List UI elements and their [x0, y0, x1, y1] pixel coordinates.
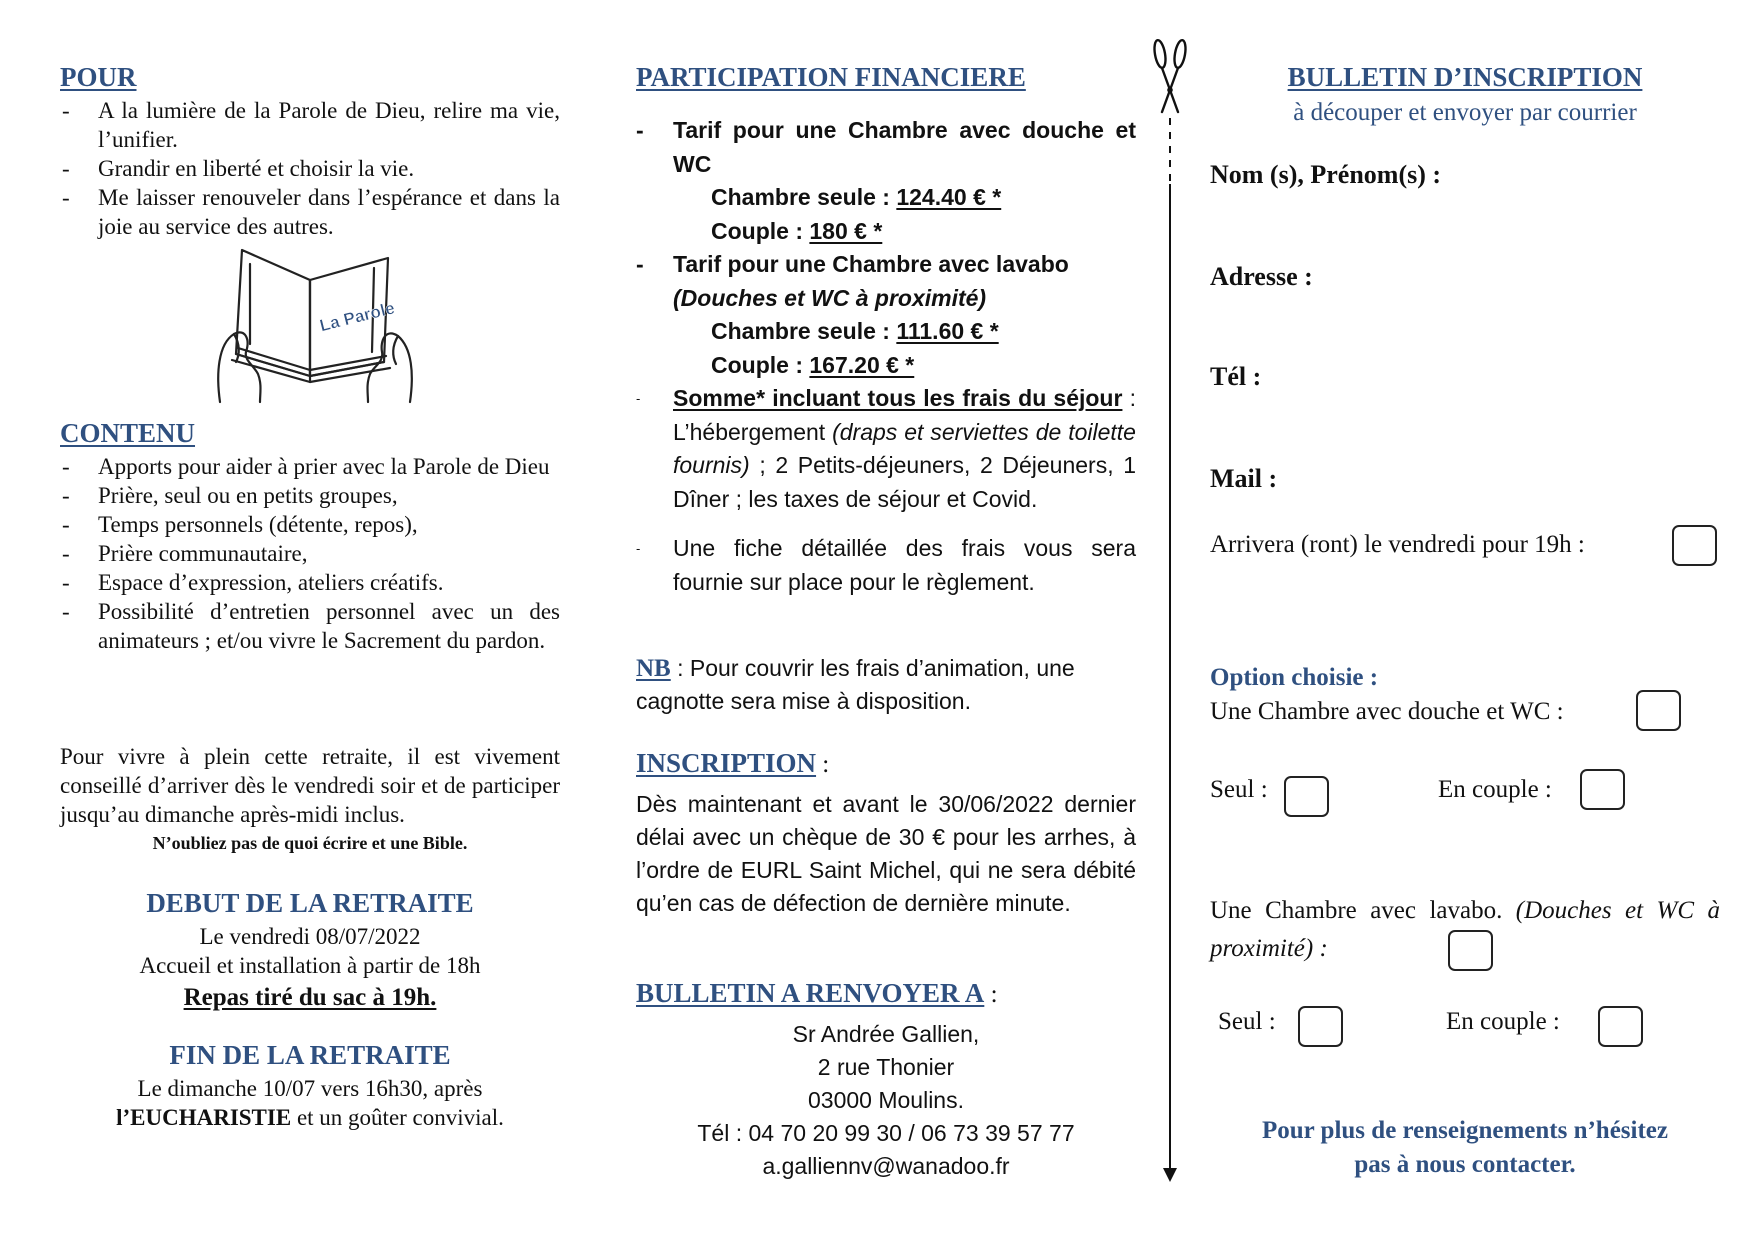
somme-text1: : L’hébergement	[673, 385, 1136, 445]
phone-field[interactable]: Tél :	[1210, 362, 1262, 391]
debut-welcome: Accueil et installation à partir de 18h	[139, 953, 481, 978]
shower-seul-checkbox[interactable]	[1284, 776, 1329, 817]
option-sink-checkbox[interactable]	[1448, 930, 1493, 971]
couple-price: 167.20 € *	[809, 351, 915, 378]
fin-line1: Le dimanche 10/07 vers 16h30, après	[137, 1076, 483, 1101]
option-heading: Option choisie :	[1210, 664, 1379, 691]
fin-eucharistie: l’EUCHARISTIE	[116, 1105, 292, 1130]
list-item: - Prière communautaire,	[60, 539, 560, 568]
financial-heading: PARTICIPATION FINANCIERE	[636, 62, 1026, 92]
address-field[interactable]: Adresse :	[1210, 262, 1313, 291]
book-label: La Parole	[317, 298, 397, 336]
debut-date: Le vendredi 08/07/2022	[199, 924, 421, 949]
contenu-list	[60, 452, 560, 655]
list-item: - Prière, seul ou en petits groupes,	[60, 481, 560, 510]
somme-item	[636, 382, 1136, 516]
fin-heading: FIN DE LA RETRAITE	[169, 1040, 451, 1070]
address-street: 2 rue Thonier	[817, 1054, 955, 1080]
sink-seul-label: Seul :	[1218, 1008, 1276, 1035]
sink-couple-label: En couple :	[1446, 1008, 1560, 1035]
debut-meal-text: Repas tiré du sac à 19h.	[183, 984, 437, 1011]
tarif-sink-single	[673, 315, 1136, 349]
address-city: 03000 Moulins.	[808, 1087, 964, 1113]
reminder-text: N’oubliez pas de quoi écrire et une Bible.	[152, 833, 468, 853]
list-item: - Grandir en liberté et choisir la vie.	[60, 154, 560, 183]
couple-price: 180 € *	[809, 217, 883, 244]
contenu-heading: CONTENU	[60, 418, 196, 448]
fiche-item: - Une fiche détaillée des frais vous sera fournie sur place pour le règlement.	[636, 532, 1136, 599]
advice-paragraph: Pour vivre à plein cette retraite, il est vivement conseillé d’arriver dès le vendredi soir et de participer jusqu’au dimanche après-midi inclus.	[60, 744, 560, 827]
somme-italic: (draps et serviettes de toilette fournis)	[673, 418, 1136, 478]
shower-couple-checkbox[interactable]	[1580, 769, 1625, 810]
sink-couple-checkbox[interactable]	[1598, 1006, 1643, 1047]
list-item: - Possibilité d’entretien personnel avec un des animateurs ; et/ou vivre le Sacrement du pardon.	[60, 597, 560, 655]
fin-line2-rest: et un goûter convivial.	[291, 1105, 504, 1130]
arrival-checkbox[interactable]	[1672, 525, 1717, 566]
form-heading: BULLETIN D’INSCRIPTION	[1287, 62, 1643, 92]
debut-heading: DEBUT DE LA RETRAITE	[146, 888, 474, 918]
nb-text: : Pour couvrir les frais d’animation, une cagnotte sera mise à disposition.	[636, 655, 1075, 714]
nb-paragraph	[636, 652, 1136, 718]
form-heading-row	[1210, 62, 1720, 93]
name-field[interactable]: Nom (s), Prénom(s) :	[1210, 160, 1442, 189]
renvoyer-heading: BULLETIN A RENVOYER A	[636, 978, 985, 1008]
couple-label: Couple :	[711, 351, 810, 378]
tarif-sink-title: Tarif pour une Chambre avec lavabo	[673, 251, 1069, 277]
list-item: - Me laisser renouveler dans l’espérance et dans la joie au service des autres.	[60, 183, 560, 241]
couple-label: Couple :	[711, 217, 810, 244]
arrival-label: Arrivera (ront) le vendredi pour 19h :	[1210, 531, 1585, 558]
shower-seul-label: Seul :	[1210, 776, 1268, 803]
renvoyer-colon: :	[984, 981, 998, 1008]
list-item: - Apports pour aider à prier avec la Parole de Dieu	[60, 452, 560, 481]
fin-line2	[60, 1103, 560, 1132]
inscription-heading-row	[636, 748, 829, 779]
tarif-shower-item	[636, 114, 1136, 248]
inscription-text: Dès maintenant et avant le 30/06/2022 dernier délai avec un chèque de 30 € pour les arrhes, à l’ordre de EURL Saint Michel, qui ne sera débité qu’en cas de défection de dernière minute.	[636, 791, 1136, 916]
tarif-sink-item	[636, 248, 1136, 382]
contact-footer-line2: pas à nous contacter.	[1354, 1151, 1576, 1178]
mail-field[interactable]: Mail :	[1210, 464, 1278, 493]
debut-meal	[60, 983, 560, 1012]
shower-couple-label: En couple :	[1438, 776, 1552, 803]
somme-label: Somme* incluant tous les frais du séjour	[673, 385, 1123, 411]
list-item: - Espace d’expression, ateliers créatifs.	[60, 568, 560, 597]
somme-text2: ; 2 Petits-déjeuners, 2 Déjeuners, 1 Dîner ; les taxes de séjour et Covid.	[673, 452, 1136, 512]
option-shower-checkbox[interactable]	[1636, 690, 1681, 731]
form-subheading: à découper et envoyer par courrier	[1293, 99, 1637, 126]
pour-heading: POUR	[60, 62, 137, 92]
single-label: Chambre seule :	[711, 318, 897, 344]
inscription-heading: INSCRIPTION	[636, 748, 817, 778]
list-item: - A la lumière de la Parole de Dieu, relire ma vie, l’unifier.	[60, 96, 560, 154]
renvoyer-heading-row	[636, 978, 998, 1009]
inscription-colon: :	[816, 751, 830, 778]
address-phone: Tél : 04 70 20 99 30 / 06 73 39 57 77	[697, 1120, 1075, 1146]
tarif-shower-single	[673, 181, 1136, 215]
tarif-sink-couple	[673, 349, 1136, 383]
tarif-sink-subtitle: (Douches et WC à proximité)	[673, 284, 987, 311]
address-name: Sr Andrée Gallien,	[792, 1021, 980, 1047]
sink-seul-checkbox[interactable]	[1298, 1006, 1343, 1047]
option-shower-label: Une Chambre avec douche et WC :	[1210, 698, 1564, 725]
option-sink-italic: (Douches et WC à proximité) :	[1210, 897, 1721, 962]
cut-line	[1150, 0, 1190, 1200]
nb-label: NB	[636, 655, 671, 682]
option-sink-text: Une Chambre avec lavabo.	[1210, 897, 1516, 924]
single-price: 124.40 € *	[896, 184, 1002, 210]
tarif-shower-couple	[673, 215, 1136, 249]
pour-list	[60, 96, 560, 241]
tarif-shower-title: Tarif pour une Chambre avec douche et WC	[673, 117, 1136, 177]
scissors-icon	[1153, 39, 1188, 112]
single-price: 111.60 € *	[896, 318, 999, 344]
list-item: - Temps personnels (détente, repos),	[60, 510, 560, 539]
address-email: a.galliennv@wanadoo.fr	[762, 1153, 1010, 1179]
arrow-down-icon	[1163, 1168, 1177, 1182]
open-book-illustration	[210, 244, 420, 404]
single-label: Chambre seule :	[711, 184, 897, 210]
contact-footer-line1: Pour plus de renseignements n’hésitez	[1261, 1117, 1669, 1144]
pricing-list	[636, 114, 1136, 599]
